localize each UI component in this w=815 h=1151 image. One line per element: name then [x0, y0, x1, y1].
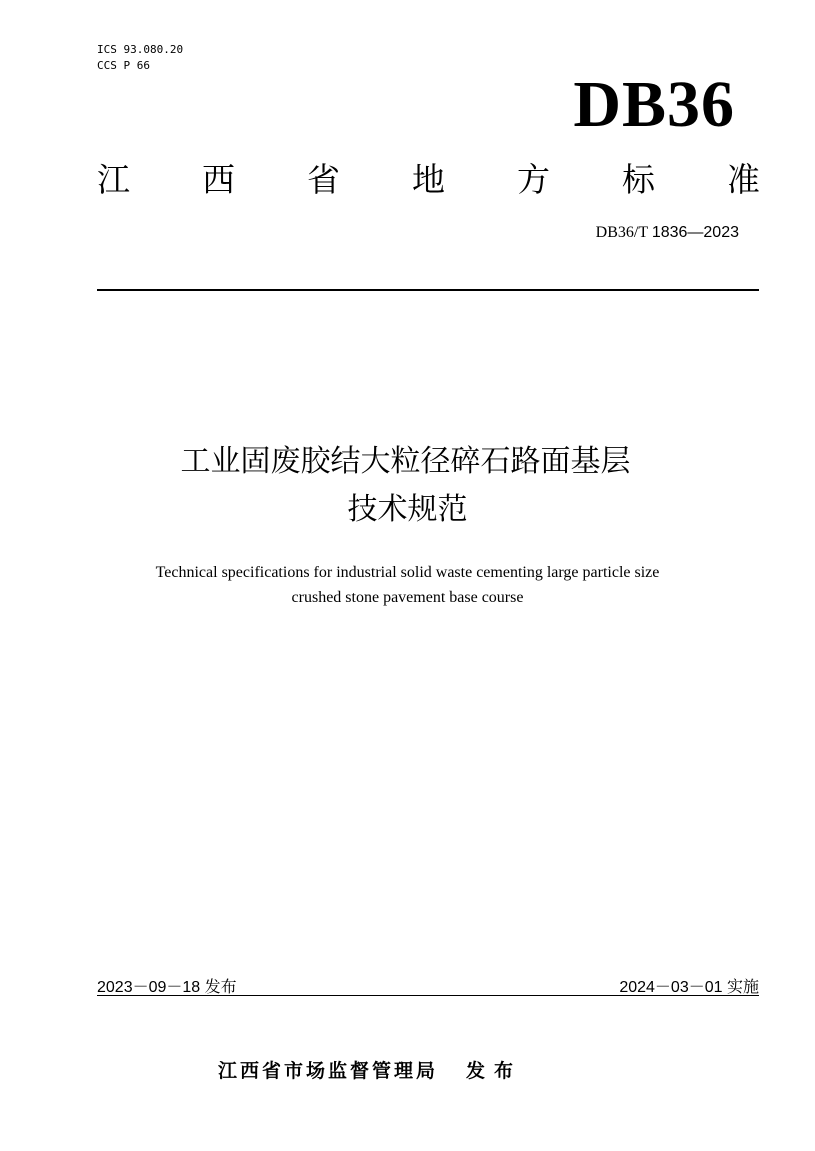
db36-logo: DB36	[573, 68, 735, 141]
standard-type-title	[97, 160, 760, 200]
standard-number	[596, 224, 739, 242]
standard-type-char: 准	[727, 160, 760, 199]
standard-number-prefix: DB36/T	[595, 224, 648, 241]
implement-label: 实施	[726, 979, 759, 996]
standard-number-value: 1836—2023	[651, 224, 739, 241]
ccs-code: CCS P 66	[97, 59, 150, 72]
bottom-divider	[97, 995, 759, 996]
issue-date-value: 2023－09－18	[97, 979, 201, 996]
issuer-name: 江西省市场监督管理局	[218, 1060, 439, 1082]
chinese-title-line-1: 工业固废胶结大粒径碎石路面基层	[180, 444, 631, 479]
standard-type-char: 西	[202, 160, 235, 199]
issuer-line	[218, 1056, 522, 1083]
issue-date	[97, 974, 237, 997]
implement-date-value: 2024－03－01	[619, 979, 723, 996]
chinese-title-line-2: 技术规范	[347, 492, 468, 527]
issue-label: 发布	[204, 979, 237, 996]
standard-type-char: 地	[412, 160, 445, 199]
standard-type-char: 省	[307, 160, 340, 199]
ics-code: ICS 93.080.20	[97, 43, 184, 56]
english-title-line-2: crushed stone pavement base course	[291, 589, 524, 606]
standard-type-char: 标	[622, 160, 655, 199]
implement-date	[619, 974, 759, 997]
standard-type-char: 江	[97, 160, 130, 199]
top-divider	[97, 289, 759, 291]
classification-codes	[97, 42, 183, 74]
issuer-action: 发布	[466, 1060, 523, 1082]
date-row	[97, 974, 759, 996]
standard-type-char: 方	[517, 160, 550, 199]
english-title-line-1: Technical specifications for industrial solid waste cementing large particle size	[155, 564, 660, 581]
